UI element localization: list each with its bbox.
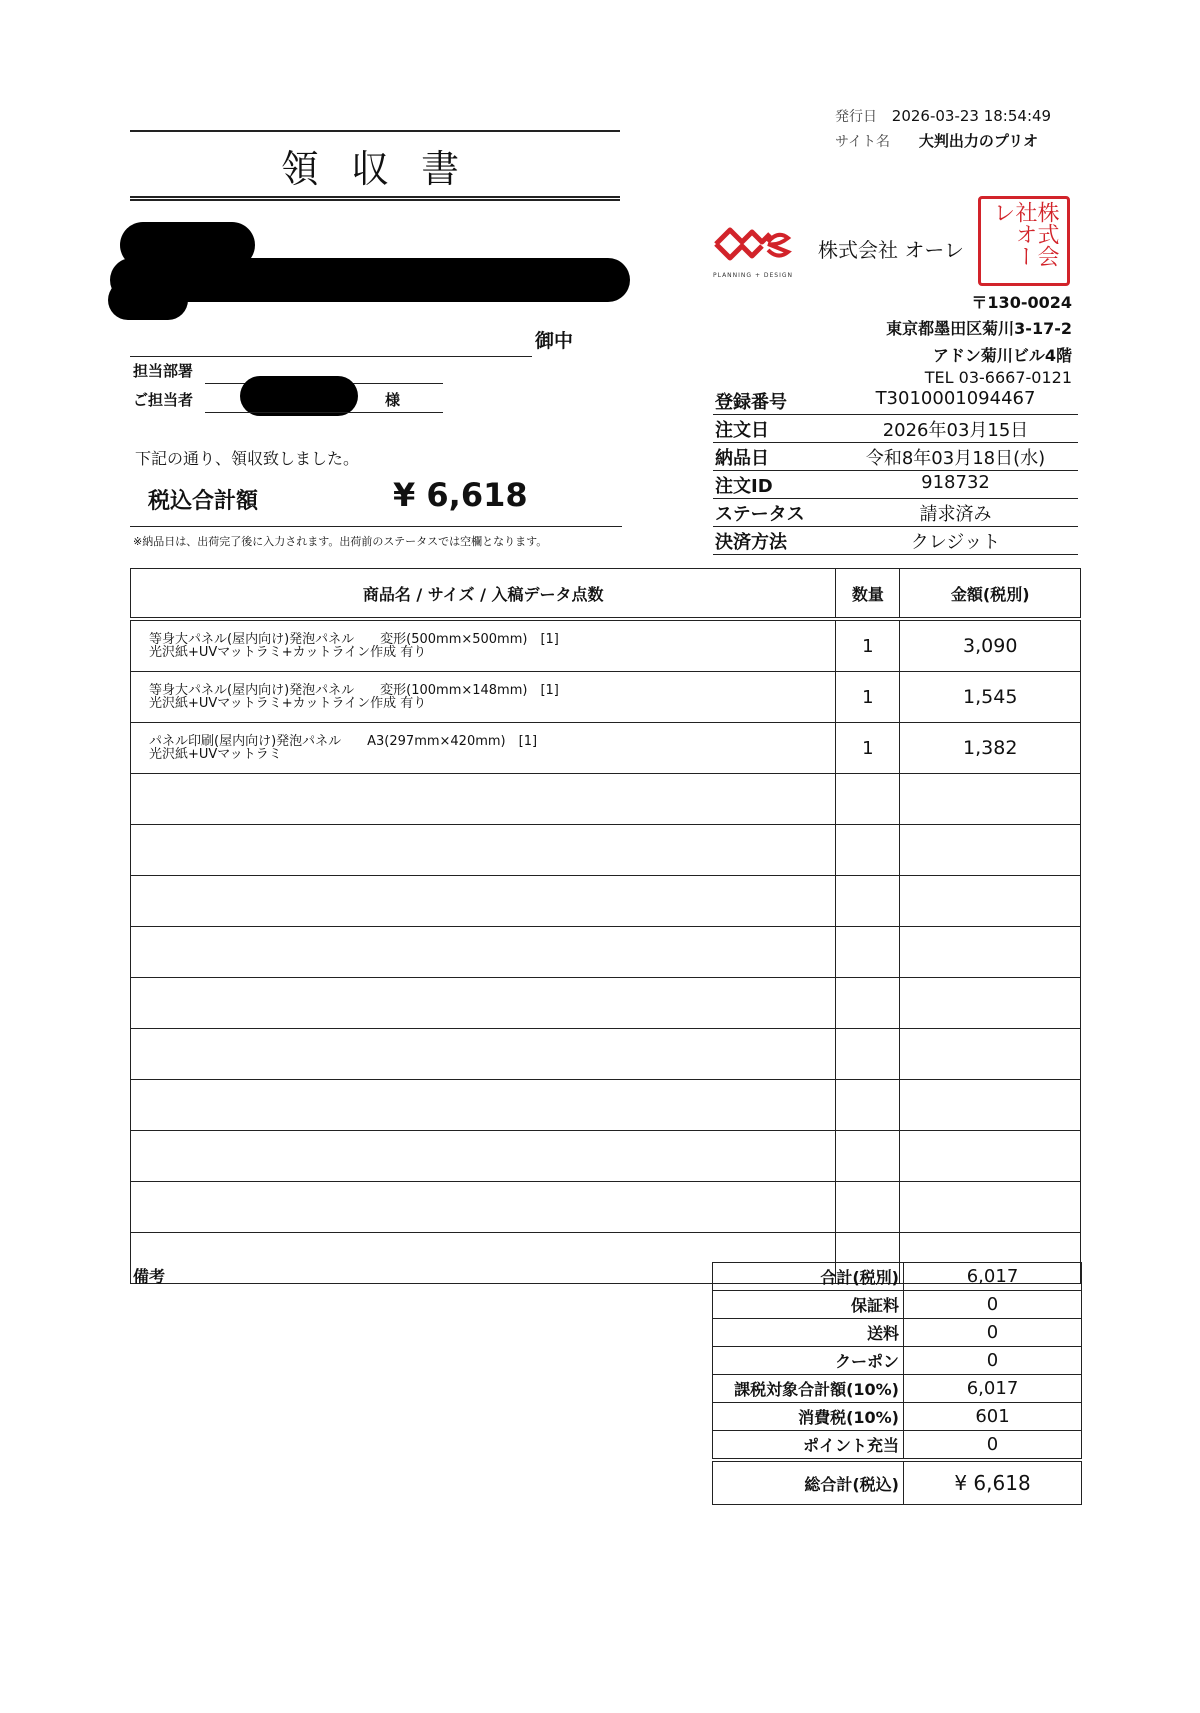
totals-row [713, 1403, 1082, 1431]
info-value: 請求済み [919, 504, 992, 525]
receipt-note: 下記の通り、領収致しました。 [135, 449, 360, 468]
empty-row [131, 927, 1081, 978]
totals-label: 消費税(10%) [713, 1403, 904, 1431]
issue-date-label: 発行日 [835, 109, 877, 125]
logo-subtitle: PLANNING + DESIGN [712, 272, 794, 279]
info-row-delivery-date [713, 442, 1078, 471]
item-quantity: 1 [836, 619, 900, 672]
empty-row [131, 1131, 1081, 1182]
dept-label: 担当部署 [133, 362, 194, 380]
info-value: 令和8年03月18日(水) [865, 448, 1046, 469]
honorific: 様 [385, 391, 401, 409]
company-seal: 株式会社オーレ [978, 196, 1070, 286]
site-name-value: 大判出力のプリオ [918, 132, 1039, 150]
item-line-2: 光沢紙+UVマットラミ+カットライン作成 有り [149, 645, 427, 660]
company-logo [712, 222, 794, 278]
total-value: ¥ 6,618 [393, 476, 528, 514]
item-line-1: 等身大パネル(屋内向け)発泡パネル 変形(100mm×148mm) [1] [149, 683, 559, 698]
redaction-mark [110, 258, 630, 302]
document-title: 領 収 書 [280, 147, 470, 191]
grand-total-row [713, 1460, 1082, 1505]
empty-row [131, 1080, 1081, 1131]
table-row [131, 619, 1081, 672]
item-amount: 1,382 [900, 723, 1081, 774]
info-label: 登録番号 [715, 392, 787, 413]
site-name [835, 130, 1038, 151]
totals-value: 0 [904, 1347, 1082, 1375]
redaction-mark [240, 376, 358, 416]
totals-table [712, 1262, 1082, 1505]
person-underline [205, 412, 443, 413]
issue-date [835, 106, 1051, 126]
table-row [131, 723, 1081, 774]
totals-row [713, 1291, 1082, 1319]
totals-label: 合計(税別) [713, 1263, 904, 1291]
phone-number: TEL 03-6667-0121 [924, 368, 1072, 387]
totals-value: 0 [904, 1431, 1082, 1461]
item-amount: 1,545 [900, 672, 1081, 723]
table-row [131, 672, 1081, 723]
info-row-status [713, 498, 1078, 527]
info-label: 決済方法 [715, 532, 787, 553]
info-value: クレジット [910, 532, 1001, 553]
info-row-registration [713, 386, 1078, 415]
item-name [131, 619, 836, 672]
header-item-name: 商品名 / サイズ / 入稿データ点数 [131, 569, 836, 620]
company-name: 株式会社 オーレ [818, 238, 964, 262]
info-value: 2026年03月15日 [882, 420, 1029, 441]
totals-value: 0 [904, 1319, 1082, 1347]
totals-label: クーポン [713, 1347, 904, 1375]
items-header-row [131, 569, 1081, 620]
empty-row [131, 1029, 1081, 1080]
item-line-1: パネル印刷(屋内向け)発泡パネル A3(297mm×420mm) [1] [149, 734, 538, 749]
grand-total-label: 総合計(税込) [713, 1460, 904, 1505]
empty-row [131, 978, 1081, 1029]
site-name-label: サイト名 [835, 134, 891, 150]
totals-row [713, 1319, 1082, 1347]
item-quantity: 1 [836, 723, 900, 774]
remarks-label: 備考 [133, 1267, 166, 1286]
info-value: T3010001094467 [875, 388, 1036, 409]
info-row-order-date [713, 414, 1078, 443]
item-line-2: 光沢紙+UVマットラミ+カットライン作成 有り [149, 696, 427, 711]
item-name [131, 672, 836, 723]
empty-row [131, 774, 1081, 825]
postal-code: 〒130-0024 [971, 293, 1072, 312]
grand-total-value: ¥ 6,618 [904, 1460, 1082, 1505]
info-label: ステータス [715, 504, 805, 525]
item-line-1: 等身大パネル(屋内向け)発泡パネル 変形(500mm×500mm) [1] [149, 632, 559, 647]
recipient-suffix: 御中 [535, 330, 574, 352]
totals-value: 601 [904, 1403, 1082, 1431]
redaction-mark [108, 280, 188, 320]
totals-row [713, 1347, 1082, 1375]
totals-label: 課税対象合計額(10%) [713, 1375, 904, 1403]
empty-row [131, 825, 1081, 876]
header-quantity: 数量 [836, 569, 900, 620]
person-label: ご担当者 [133, 391, 194, 409]
info-row-payment [713, 526, 1078, 555]
title-top-rule [130, 130, 620, 132]
item-amount: 3,090 [900, 619, 1081, 672]
totals-label: 保証料 [713, 1291, 904, 1319]
totals-value: 6,017 [904, 1375, 1082, 1403]
address-line-2: アドン菊川ビル4階 [932, 346, 1072, 365]
address-line-1: 東京都墨田区菊川3-17-2 [886, 319, 1072, 338]
item-name [131, 723, 836, 774]
info-value: 918732 [921, 472, 990, 493]
totals-row [713, 1431, 1082, 1461]
total-underline [130, 526, 622, 527]
empty-row [131, 876, 1081, 927]
title-bottom-rule [130, 196, 620, 201]
totals-label: ポイント充当 [713, 1431, 904, 1461]
info-label: 注文日 [715, 420, 769, 441]
info-row-order-id [713, 470, 1078, 499]
totals-row [713, 1263, 1082, 1291]
header-amount: 金額(税別) [900, 569, 1081, 620]
totals-label: 送料 [713, 1319, 904, 1347]
delivery-footnote: ※納品日は、出荷完了後に入力されます。出荷前のステータスでは空欄となります。 [133, 535, 548, 548]
totals-value: 0 [904, 1291, 1082, 1319]
item-line-2: 光沢紙+UVマットラミ [149, 747, 282, 762]
recipient-underline [130, 356, 532, 357]
totals-value: 6,017 [904, 1263, 1082, 1291]
totals-row [713, 1375, 1082, 1403]
item-quantity: 1 [836, 672, 900, 723]
items-table [130, 568, 1081, 1284]
info-label: 納品日 [715, 448, 769, 469]
empty-row [131, 1182, 1081, 1233]
info-label: 注文ID [715, 476, 773, 497]
logo-mark-icon [712, 222, 794, 268]
total-label: 税込合計額 [148, 489, 259, 514]
issue-date-value: 2026-03-23 18:54:49 [891, 107, 1052, 125]
